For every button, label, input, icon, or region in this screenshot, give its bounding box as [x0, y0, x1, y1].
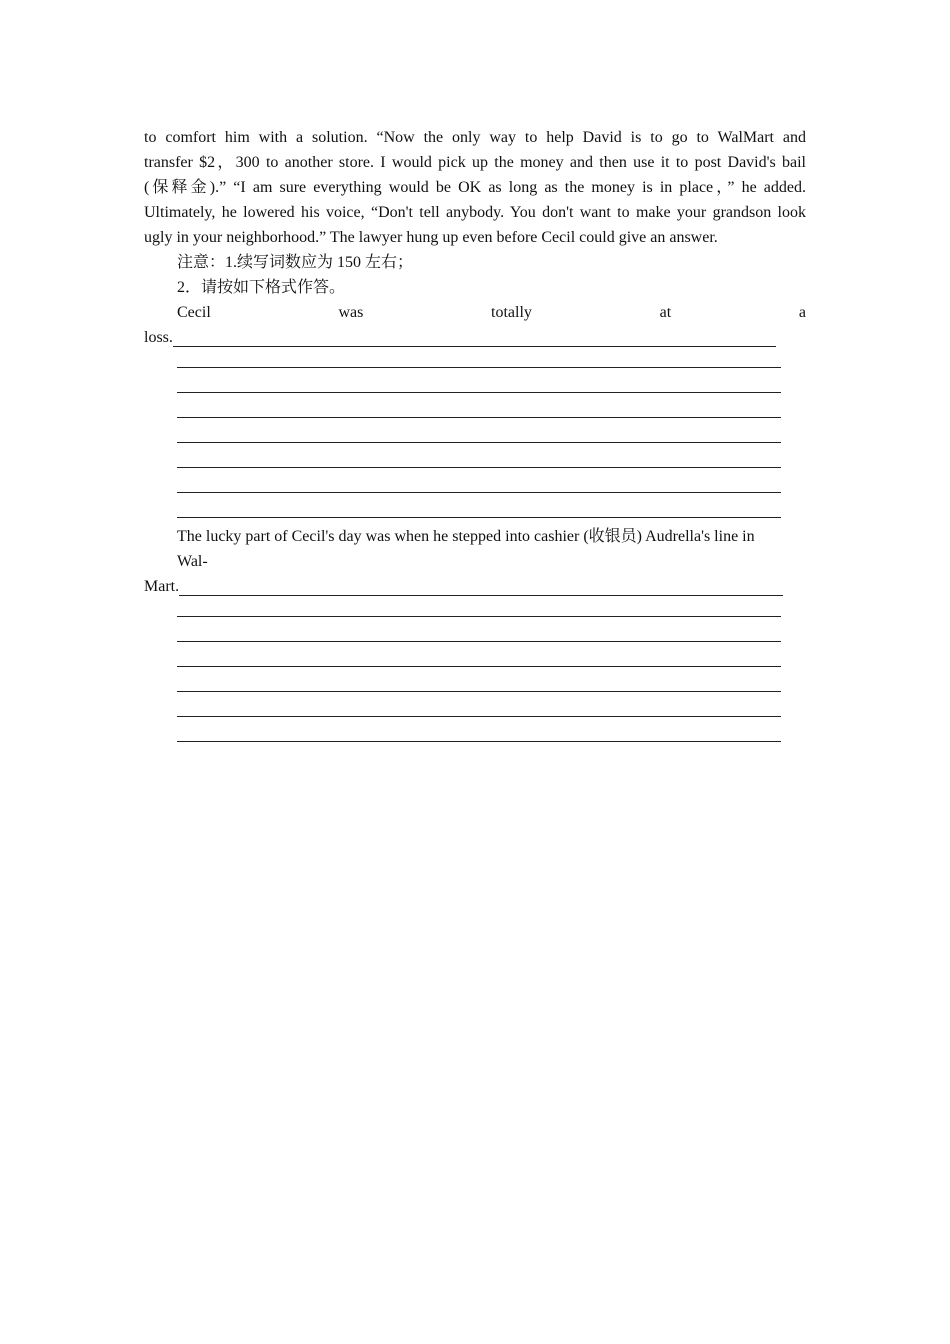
para1-answer-blank-2[interactable]	[177, 392, 781, 393]
para1-word-5: a	[798, 304, 806, 321]
para2-opener-line-1: The lucky part of Cecil's day was when he stepped into cashier (收银员) Audrella's line in	[177, 528, 755, 545]
para1-word-2: was	[338, 304, 364, 321]
para1-continuation-line	[144, 325, 806, 350]
para1-answer-blank-7[interactable]	[177, 517, 781, 518]
para2-opener-line-2: Wal-	[177, 553, 208, 570]
passage-line-1: to comfort him with a solution. “Now the only way to help David is to go to WalMart and	[144, 129, 806, 146]
para2-continuation-line	[144, 574, 806, 599]
para1-answer-blank-1[interactable]	[177, 367, 781, 368]
passage-line-3: (保释金).” “I am sure everything would be OK as long as the money is in place，” he added.	[144, 179, 806, 196]
para2-answer-blank-6[interactable]	[177, 741, 781, 742]
para2-answer-blank-1[interactable]	[177, 616, 781, 617]
para2-answer-blank-3[interactable]	[177, 666, 781, 667]
para1-word-1: Cecil	[177, 304, 211, 321]
para1-word-4: at	[659, 304, 672, 321]
para1-answer-blank-6[interactable]	[177, 492, 781, 493]
para1-word-3: totally	[491, 304, 532, 321]
para1-answer-blank-0[interactable]	[173, 346, 776, 347]
para2-answer-blank-0[interactable]	[179, 595, 783, 596]
para1-opener	[177, 300, 806, 325]
para1-continuation: loss.	[144, 329, 173, 346]
passage-line-5: ugly in your neighborhood.” The lawyer hung up even before Cecil could give an answer.	[144, 229, 718, 246]
para2-answer-blank-2[interactable]	[177, 641, 781, 642]
para1-answer-blank-4[interactable]	[177, 442, 781, 443]
para2-answer-blank-5[interactable]	[177, 716, 781, 717]
passage-line-2: transfer $2，300 to another store. I would pick up the money and then use it to post David's bail	[144, 154, 806, 171]
para2-continuation: Mart.	[144, 578, 180, 595]
note-word-count: 注意：1.续写词数应为 150 左右；	[177, 254, 414, 271]
para1-answer-blank-5[interactable]	[177, 467, 781, 468]
para1-answer-blank-3[interactable]	[177, 417, 781, 418]
note-format: 2．请按如下格式作答。	[177, 279, 346, 296]
para2-answer-blank-4[interactable]	[177, 691, 781, 692]
passage-line-4: Ultimately, he lowered his voice, “Don't tell anybody. You don't want to make your grandson look	[144, 204, 806, 221]
